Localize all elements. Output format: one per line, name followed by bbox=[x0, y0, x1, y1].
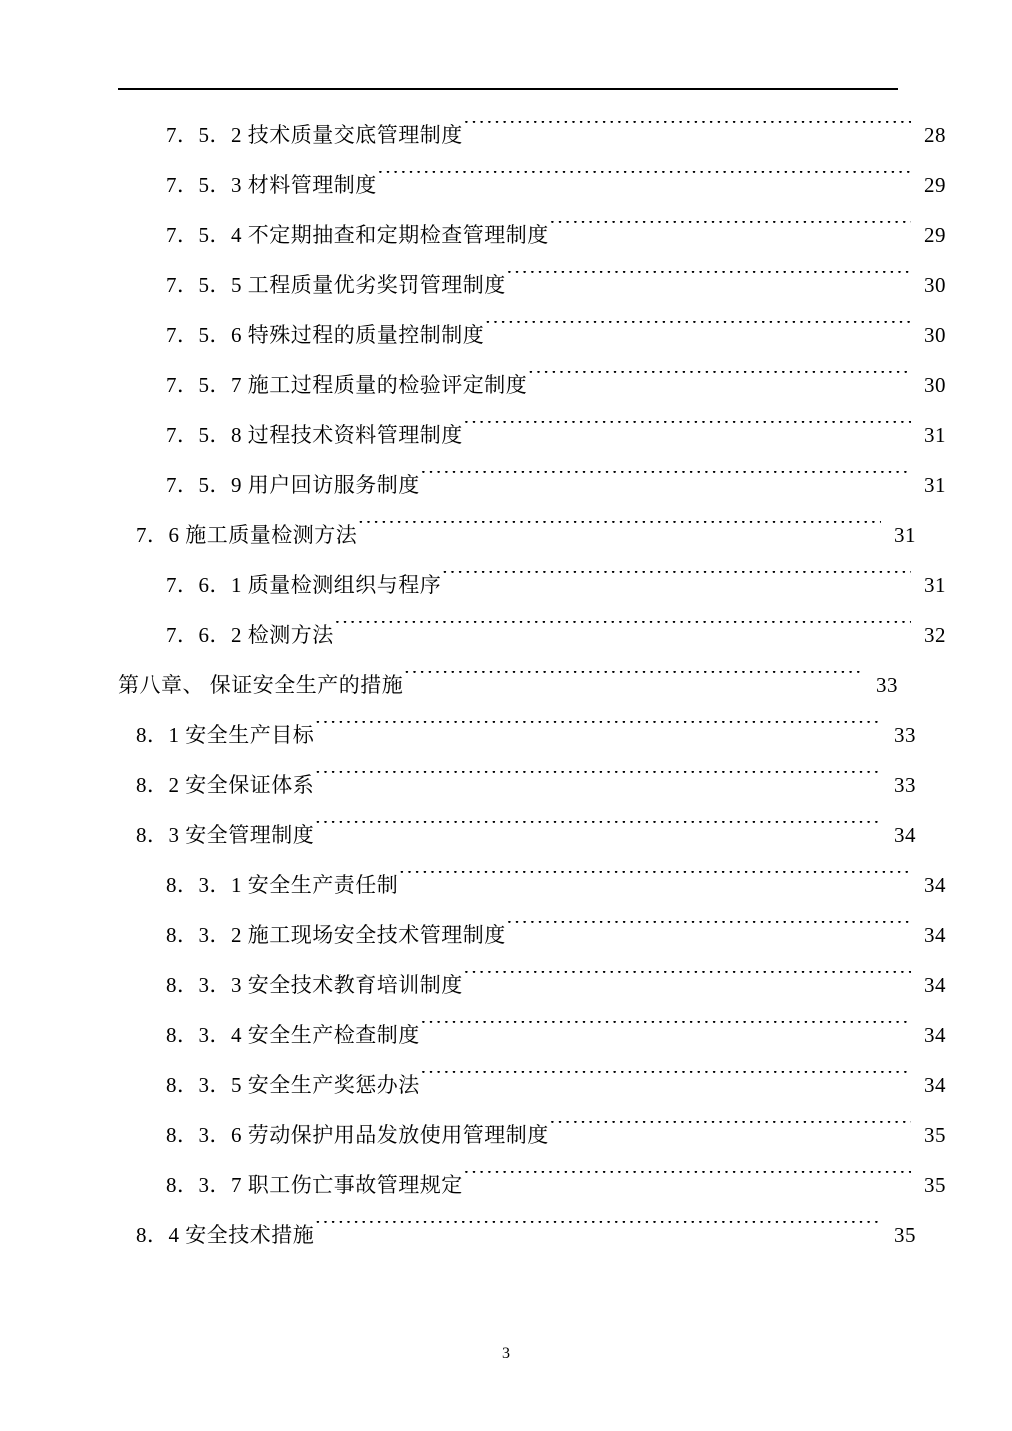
table-of-contents bbox=[0, 110, 1012, 1260]
toc-entry[interactable] bbox=[118, 960, 946, 1010]
toc-entry-label: 7．5．3 材料管理制度 bbox=[166, 173, 377, 197]
toc-leader bbox=[335, 621, 911, 642]
toc-entry-label: 8．2 安全保证体系 bbox=[136, 773, 315, 797]
toc-leader bbox=[404, 671, 863, 692]
toc-entry-page: 30 bbox=[924, 373, 946, 397]
toc-entry-page: 32 bbox=[924, 623, 946, 647]
toc-entry-page: 35 bbox=[924, 1173, 946, 1197]
toc-entry-label: 7．5．5 工程质量优劣奖罚管理制度 bbox=[166, 273, 506, 297]
toc-leader bbox=[464, 421, 911, 442]
toc-entry[interactable] bbox=[118, 560, 946, 610]
toc-leader bbox=[315, 1221, 881, 1242]
page-number: 3 bbox=[502, 1345, 510, 1362]
toc-entry[interactable] bbox=[118, 810, 916, 860]
toc-entry-label: 7．6．1 质量检测组织与程序 bbox=[166, 573, 442, 597]
toc-entry-page: 30 bbox=[924, 323, 946, 347]
toc-entry[interactable] bbox=[118, 1060, 946, 1110]
toc-leader bbox=[507, 921, 911, 942]
toc-entry-label: 7．5．9 用户回访服务制度 bbox=[166, 473, 420, 497]
toc-leader bbox=[378, 171, 911, 192]
toc-entry-label: 8．1 安全生产目标 bbox=[136, 723, 315, 747]
toc-leader bbox=[507, 271, 911, 292]
toc-entry-label: 8．3．2 施工现场安全技术管理制度 bbox=[166, 923, 506, 947]
toc-entry[interactable] bbox=[118, 510, 916, 560]
toc-entry-page: 33 bbox=[876, 673, 898, 697]
toc-leader bbox=[442, 571, 911, 592]
toc-leader bbox=[358, 521, 881, 542]
toc-entry-page: 35 bbox=[894, 1223, 916, 1247]
toc-entry-page: 33 bbox=[894, 773, 916, 797]
toc-entry-label: 8．3．1 安全生产责任制 bbox=[166, 873, 399, 897]
toc-entry[interactable] bbox=[118, 210, 946, 260]
toc-entry[interactable] bbox=[118, 410, 946, 460]
toc-entry-label: 7．5．2 技术质量交底管理制度 bbox=[166, 123, 463, 147]
toc-entry[interactable] bbox=[118, 1160, 946, 1210]
toc-entry-page: 30 bbox=[924, 273, 946, 297]
toc-entry-page: 34 bbox=[924, 923, 946, 947]
toc-leader bbox=[315, 821, 881, 842]
toc-entry-page: 29 bbox=[924, 223, 946, 247]
toc-entry-page: 33 bbox=[894, 723, 916, 747]
toc-entry[interactable] bbox=[118, 610, 946, 660]
toc-leader bbox=[464, 121, 911, 142]
toc-leader bbox=[399, 871, 911, 892]
toc-entry[interactable] bbox=[118, 160, 946, 210]
toc-entry[interactable] bbox=[118, 360, 946, 410]
toc-entry[interactable] bbox=[118, 660, 898, 710]
toc-leader bbox=[464, 1171, 911, 1192]
toc-entry[interactable] bbox=[118, 1110, 946, 1160]
toc-entry-label: 7．5．7 施工过程质量的检验评定制度 bbox=[166, 373, 528, 397]
toc-leader bbox=[315, 721, 881, 742]
toc-leader bbox=[464, 971, 911, 992]
toc-entry-page: 34 bbox=[924, 1023, 946, 1047]
toc-entry-page: 34 bbox=[924, 1073, 946, 1097]
toc-entry-page: 31 bbox=[924, 473, 946, 497]
toc-entry-page: 31 bbox=[894, 523, 916, 547]
toc-leader bbox=[550, 221, 911, 242]
toc-entry[interactable] bbox=[118, 760, 916, 810]
toc-entry-label: 7．6 施工质量检测方法 bbox=[136, 523, 358, 547]
toc-entry-label: 7．5．8 过程技术资料管理制度 bbox=[166, 423, 463, 447]
toc-entry-label: 8．3．3 安全技术教育培训制度 bbox=[166, 973, 463, 997]
toc-entry[interactable] bbox=[118, 460, 946, 510]
toc-entry-label: 第八章、 保证安全生产的措施 bbox=[118, 673, 404, 697]
toc-entry-page: 34 bbox=[924, 873, 946, 897]
toc-entry-label: 7．6．2 检测方法 bbox=[166, 623, 334, 647]
toc-leader bbox=[528, 371, 911, 392]
header-rule bbox=[118, 88, 898, 90]
toc-entry[interactable] bbox=[118, 1010, 946, 1060]
toc-leader bbox=[550, 1121, 911, 1142]
toc-entry-page: 35 bbox=[924, 1123, 946, 1147]
toc-entry-label: 7．5．6 特殊过程的质量控制制度 bbox=[166, 323, 485, 347]
toc-entry[interactable] bbox=[118, 310, 946, 360]
toc-leader bbox=[421, 471, 911, 492]
toc-entry-page: 34 bbox=[894, 823, 916, 847]
toc-entry-label: 7．5．4 不定期抽查和定期检查管理制度 bbox=[166, 223, 549, 247]
toc-entry-page: 31 bbox=[924, 423, 946, 447]
toc-entry[interactable] bbox=[118, 1210, 916, 1260]
toc-leader bbox=[421, 1071, 911, 1092]
toc-entry[interactable] bbox=[118, 910, 946, 960]
toc-entry-label: 8．3．5 安全生产奖惩办法 bbox=[166, 1073, 420, 1097]
toc-entry[interactable] bbox=[118, 110, 946, 160]
toc-entry-label: 8．3．4 安全生产检查制度 bbox=[166, 1023, 420, 1047]
toc-entry[interactable] bbox=[118, 710, 916, 760]
toc-entry-label: 8．3．7 职工伤亡事故管理规定 bbox=[166, 1173, 463, 1197]
toc-entry-page: 34 bbox=[924, 973, 946, 997]
toc-entry[interactable] bbox=[118, 260, 946, 310]
toc-leader bbox=[485, 321, 911, 342]
toc-entry-page: 28 bbox=[924, 123, 946, 147]
toc-entry-page: 31 bbox=[924, 573, 946, 597]
toc-entry-label: 8．3 安全管理制度 bbox=[136, 823, 315, 847]
toc-leader bbox=[315, 771, 881, 792]
toc-entry-label: 8．3．6 劳动保护用品发放使用管理制度 bbox=[166, 1123, 549, 1147]
toc-leader bbox=[421, 1021, 911, 1042]
toc-entry-page: 29 bbox=[924, 173, 946, 197]
toc-entry-label: 8．4 安全技术措施 bbox=[136, 1223, 315, 1247]
toc-entry[interactable] bbox=[118, 860, 946, 910]
